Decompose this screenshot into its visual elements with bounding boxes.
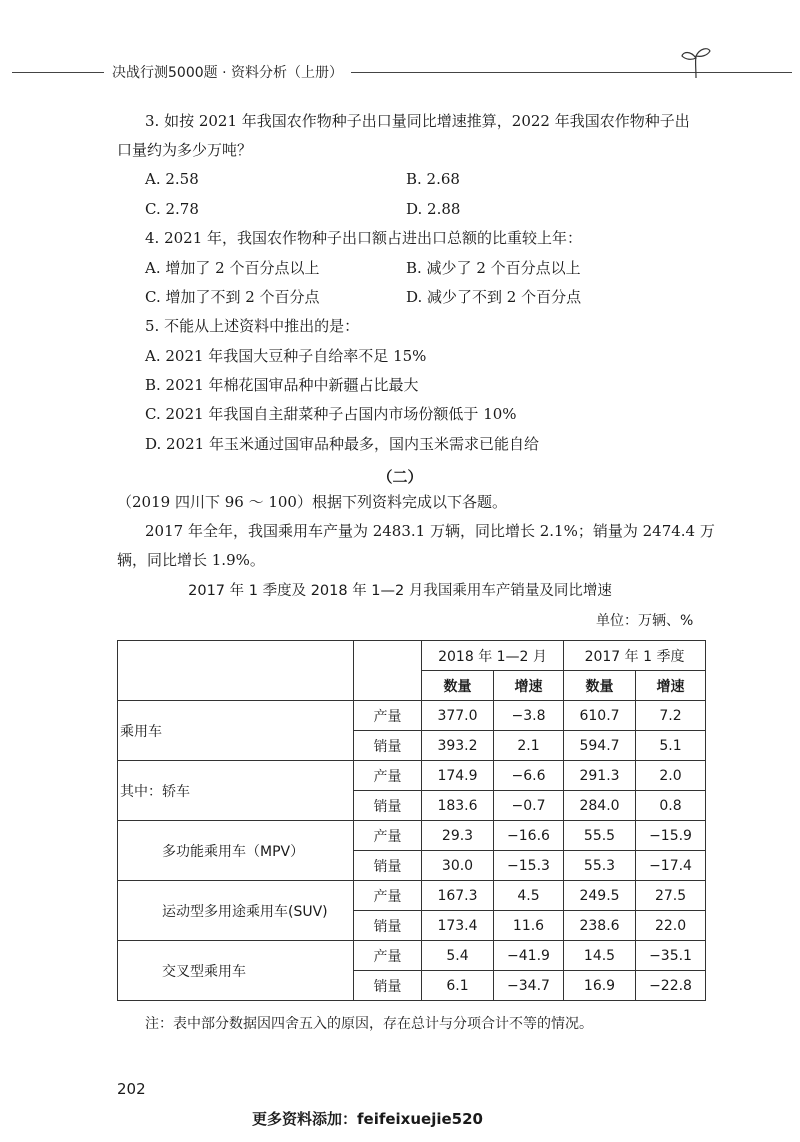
row-type: 产量 — [354, 941, 422, 971]
subheader-growth: 增速 — [494, 671, 564, 701]
cell-value: 30.0 — [422, 851, 494, 881]
cell-value: −22.8 — [636, 971, 706, 1001]
q3-option-a[interactable]: A. 2.58 — [145, 170, 199, 188]
row-type: 销量 — [354, 851, 422, 881]
q3-option-b[interactable]: B. 2.68 — [406, 170, 460, 188]
cell-value: 5.4 — [422, 941, 494, 971]
period-header-2018: 2018 年 1—2 月 — [422, 641, 564, 671]
subheader-growth: 增速 — [636, 671, 706, 701]
cell-value: 2.0 — [636, 761, 706, 791]
sprout-icon — [680, 44, 712, 78]
cell-value: 393.2 — [422, 731, 494, 761]
q4-option-c[interactable]: C. 增加了不到 2 个百分点 — [145, 288, 320, 306]
cell-value: −6.6 — [494, 761, 564, 791]
row-type: 销量 — [354, 731, 422, 761]
cell-value: 167.3 — [422, 881, 494, 911]
cell-value: 377.0 — [422, 701, 494, 731]
q3-stem-line2: 口量约为多少万吨？ — [117, 141, 253, 159]
cell-value: 173.4 — [422, 911, 494, 941]
table-row — [118, 881, 706, 911]
cell-value: 29.3 — [422, 821, 494, 851]
q3-option-d[interactable]: D. 2.88 — [406, 200, 461, 218]
cell-value: 183.6 — [422, 791, 494, 821]
q5-option-c[interactable]: C. 2021 年我国自主甜菜种子占国内市场份额低于 10% — [145, 405, 517, 423]
q5-option-a[interactable]: A. 2021 年我国大豆种子自给率不足 15% — [145, 347, 427, 365]
header-blank-cell — [354, 641, 422, 701]
q4-option-a[interactable]: A. 增加了 2 个百分点以上 — [145, 259, 320, 277]
material-paragraph-line2: 辆，同比增长 1.9%。 — [117, 551, 265, 569]
cell-value: 594.7 — [564, 731, 636, 761]
cell-value: −41.9 — [494, 941, 564, 971]
section-title: （二） — [377, 468, 423, 486]
row-type: 销量 — [354, 911, 422, 941]
cell-value: 610.7 — [564, 701, 636, 731]
table-row — [118, 701, 706, 731]
q5-option-b[interactable]: B. 2021 年棉花国审品种中新疆占比最大 — [145, 376, 419, 394]
cell-value: 238.6 — [564, 911, 636, 941]
cell-value: 0.8 — [636, 791, 706, 821]
cell-value: −3.8 — [494, 701, 564, 731]
material-paragraph-line1: 2017 年全年，我国乘用车产量为 2483.1 万辆，同比增长 2.1%；销量为 2474.4 万 — [145, 522, 715, 540]
cell-value: 14.5 — [564, 941, 636, 971]
period-header-2017: 2017 年 1 季度 — [564, 641, 706, 671]
category-name: 运动型多用途乘用车(SUV) — [118, 881, 354, 941]
table-row — [118, 761, 706, 791]
cell-value: 174.9 — [422, 761, 494, 791]
row-type: 销量 — [354, 791, 422, 821]
category-name: 乘用车 — [118, 701, 354, 761]
sales-table — [117, 640, 706, 1001]
cell-value: 16.9 — [564, 971, 636, 1001]
cell-value: 11.6 — [494, 911, 564, 941]
row-type: 产量 — [354, 761, 422, 791]
table-header-row — [118, 641, 706, 671]
row-type: 产量 — [354, 881, 422, 911]
cell-value: 6.1 — [422, 971, 494, 1001]
page-number: 202 — [117, 1080, 146, 1098]
cell-value: 55.5 — [564, 821, 636, 851]
category-name: 其中：轿车 — [118, 761, 354, 821]
table-note: 注：表中部分数据因四舍五入的原因，存在总计与分项合计不等的情况。 — [145, 1016, 593, 1032]
table-row — [118, 821, 706, 851]
cell-value: −15.9 — [636, 821, 706, 851]
cell-value: −34.7 — [494, 971, 564, 1001]
q5-stem: 5. 不能从上述资料中推出的是： — [145, 317, 360, 335]
cell-value: 4.5 — [494, 881, 564, 911]
cell-value: 22.0 — [636, 911, 706, 941]
q4-stem: 4. 2021 年，我国农作物种子出口额占进出口总额的比重较上年： — [145, 229, 583, 247]
cell-value: 27.5 — [636, 881, 706, 911]
cell-value: 284.0 — [564, 791, 636, 821]
table-row — [118, 941, 706, 971]
running-header-title: 决战行测5000题 · 资料分析（上册） — [104, 62, 351, 82]
cell-value: −15.3 — [494, 851, 564, 881]
q3-option-c[interactable]: C. 2.78 — [145, 200, 199, 218]
cell-value: −16.6 — [494, 821, 564, 851]
row-type: 产量 — [354, 821, 422, 851]
row-type: 产量 — [354, 701, 422, 731]
cell-value: 5.1 — [636, 731, 706, 761]
section-intro: （2019 四川下 96 ～ 100）根据下列资料完成以下各题。 — [117, 493, 507, 511]
cell-value: 291.3 — [564, 761, 636, 791]
subheader-quantity: 数量 — [564, 671, 636, 701]
category-name: 多功能乘用车（MPV） — [118, 821, 354, 881]
q4-option-b[interactable]: B. 减少了 2 个百分点以上 — [406, 259, 581, 277]
header-blank-cell — [118, 641, 354, 701]
q5-option-d[interactable]: D. 2021 年玉米通过国审品种最多，国内玉米需求已能自给 — [145, 435, 539, 453]
cell-value: 2.1 — [494, 731, 564, 761]
table-unit: 单位：万辆、% — [596, 613, 694, 629]
cell-value: −0.7 — [494, 791, 564, 821]
cell-value: 7.2 — [636, 701, 706, 731]
row-type: 销量 — [354, 971, 422, 1001]
category-name: 交叉型乘用车 — [118, 941, 354, 1001]
subheader-quantity: 数量 — [422, 671, 494, 701]
table-title: 2017 年 1 季度及 2018 年 1—2 月我国乘用车产销量及同比增速 — [188, 583, 612, 599]
cell-value: 249.5 — [564, 881, 636, 911]
q4-option-d[interactable]: D. 减少了不到 2 个百分点 — [406, 288, 582, 306]
cell-value: −17.4 — [636, 851, 706, 881]
footer-contact: 更多资料添加：feifeixuejie520 — [252, 1110, 483, 1128]
cell-value: −35.1 — [636, 941, 706, 971]
q3-stem-line1: 3. 如按 2021 年我国农作物种子出口量同比增速推算，2022 年我国农作物种子出 — [145, 112, 690, 130]
cell-value: 55.3 — [564, 851, 636, 881]
